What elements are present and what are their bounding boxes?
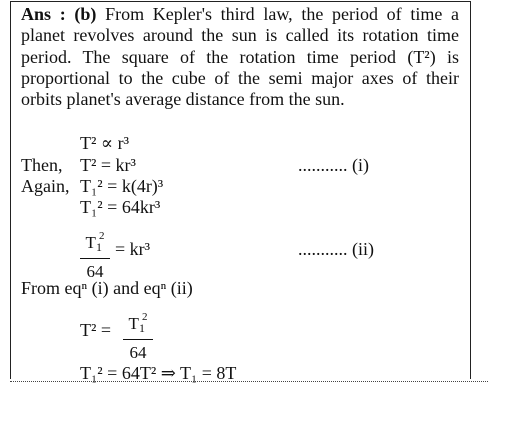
fraction-1-denominator: 64: [86, 262, 104, 281]
fraction-1-numerator: $T_1^2$: [85, 230, 105, 254]
again-label: Again,: [21, 176, 70, 196]
answer-text: From Kepler's third law, the period of time a planet revolves around the sun is called its rotation time period. The square of the rotation time period (T²) is proportional to the cube of the semi major axes of their orbits planet's average distance from the sun.: [21, 4, 460, 110]
fraction-1-rhs: = kr³: [115, 239, 151, 259]
final-equation: T₁² = 64T² ⇒ T₁ = 8T: [80, 363, 237, 383]
equation-1: T² = kr³: [80, 155, 136, 175]
t-squared-lhs: T² =: [80, 320, 112, 340]
fraction-2-numerator: $T_1^2$: [128, 311, 148, 335]
again-equation: T₁² = k(4r)³: [80, 176, 164, 196]
answer-label: Ans :: [21, 4, 66, 24]
then-label: Then,: [21, 155, 63, 175]
equation-1-ref: ........... (i): [298, 155, 369, 175]
answer-option: (b): [74, 4, 97, 24]
proportionality: T² ∝ r³: [80, 133, 129, 153]
expanded-equation: T₁² = 64kr³: [80, 197, 161, 217]
fraction-1: [80, 227, 110, 281]
from-text: From eqⁿ (i) and eqⁿ (ii): [21, 278, 193, 298]
fraction-2-denominator: 64: [129, 343, 147, 362]
fraction-2: [123, 308, 153, 362]
equation-2-ref: ........... (ii): [298, 239, 374, 259]
answer-paragraph: [21, 4, 459, 110]
